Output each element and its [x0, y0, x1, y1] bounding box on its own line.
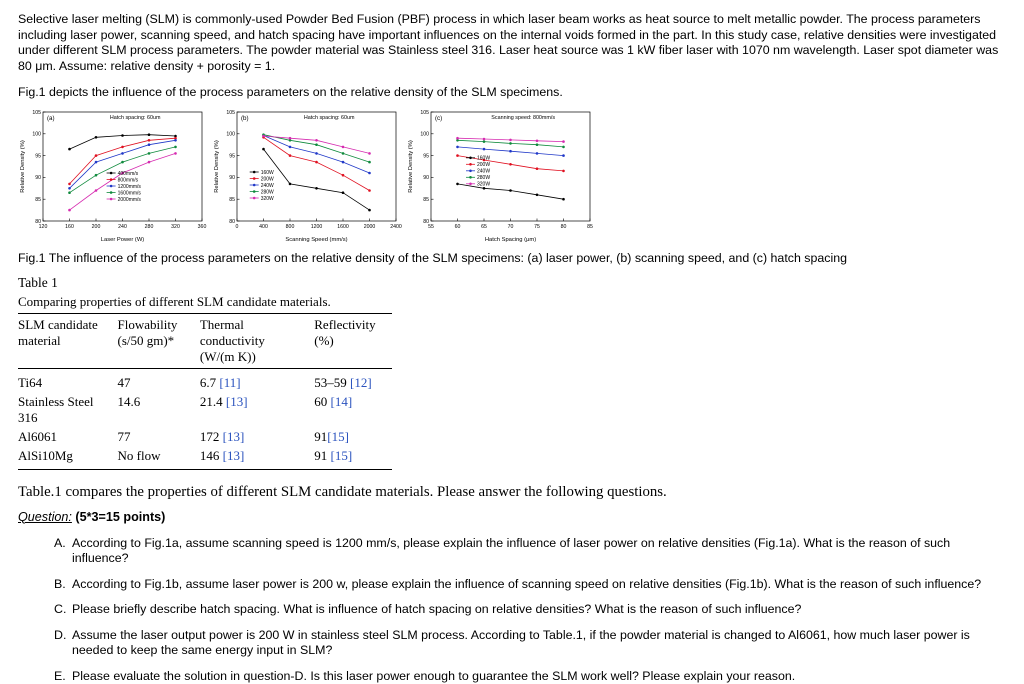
table-cell: 91 [15]: [314, 446, 392, 469]
svg-text:90: 90: [423, 175, 429, 181]
table-note: Table.1 compares the properties of different SLM candidate materials. Please answer the following questions.: [18, 484, 1008, 501]
svg-text:60: 60: [455, 224, 461, 230]
svg-text:Hatch spacing: 60um: Hatch spacing: 60um: [110, 115, 161, 121]
question-text: According to Fig.1b, assume laser power is 200 w, please explain the influence of scanning speed on relative densities (Fig.1b). What is the reason of such influence?: [72, 577, 981, 593]
question-letter: D.: [54, 628, 72, 659]
svg-text:0: 0: [236, 224, 239, 230]
table-cell: 53–59 [12]: [314, 368, 392, 392]
svg-text:Scanning Speed (mm/s): Scanning Speed (mm/s): [285, 237, 347, 243]
table-cell: 91[15]: [314, 427, 392, 446]
svg-text:105: 105: [226, 109, 235, 115]
citation-ref: [12]: [350, 375, 372, 390]
svg-text:85: 85: [229, 197, 235, 203]
table-row: [18, 392, 392, 427]
svg-text:(c): (c): [435, 115, 442, 122]
question-text: Please briefly describe hatch spacing. What is influence of hatch spacing on relative densities? What is the reason of such influence?: [72, 602, 801, 618]
svg-text:80: 80: [423, 218, 429, 224]
svg-text:360: 360: [198, 224, 207, 230]
table-header-row: [18, 313, 392, 368]
table-subtitle: Comparing properties of different SLM candidate materials.: [18, 294, 390, 310]
table-cell: 21.4 [13]: [200, 392, 314, 427]
question-item: [54, 628, 1008, 659]
svg-text:2000: 2000: [364, 224, 376, 230]
figure-intro-line: Fig.1 depicts the influence of the process parameters on the relative density of the SLM specimens.: [18, 85, 1008, 99]
table-row: [18, 427, 392, 446]
question-item: [54, 669, 1008, 684]
svg-text:95: 95: [35, 153, 41, 159]
intro-paragraph: Selective laser melting (SLM) is commonly-used Powder Bed Fusion (PBF) process in which laser beam works as heat source to melt metallic powder. The process parameters including laser power, scanning speed, and hatch spacing have important influences on the internal voids formed in the part. In this study case, relative densities were investigated under different SLM process parameters. The powder material was Stainless steel 316. Laser heat source was 1 kW fiber laser with 1070 nm wavelength. Laser spot diameter was 80 μm. Assume: relative density + porosity = 1.: [18, 12, 1012, 75]
col-header: Reflectivity (%): [314, 313, 392, 368]
svg-text:90: 90: [229, 175, 235, 181]
svg-text:120: 120: [39, 224, 48, 230]
table-cell: 146 [13]: [200, 446, 314, 469]
figure1-panel-b: [212, 103, 402, 245]
svg-text:240W: 240W: [261, 182, 274, 188]
table-row: [18, 446, 392, 469]
svg-text:80: 80: [229, 218, 235, 224]
svg-text:Hatch spacing: 60um: Hatch spacing: 60um: [304, 115, 355, 121]
svg-text:90: 90: [35, 175, 41, 181]
svg-text:100: 100: [420, 131, 429, 137]
citation-ref: [13]: [223, 429, 245, 444]
svg-text:200W: 200W: [261, 176, 274, 182]
svg-text:Hatch Spacing (μm): Hatch Spacing (μm): [485, 237, 536, 243]
question-item: [54, 577, 1008, 593]
col-header: Thermal conductivity (W/(m K)): [200, 313, 314, 368]
svg-text:2000mm/s: 2000mm/s: [118, 196, 142, 202]
svg-text:280W: 280W: [477, 175, 490, 181]
svg-text:85: 85: [423, 197, 429, 203]
svg-text:280: 280: [145, 224, 154, 230]
question-item: [54, 536, 1008, 567]
svg-text:160W: 160W: [261, 169, 274, 175]
svg-text:Laser Power (W): Laser Power (W): [101, 237, 145, 243]
svg-text:1600mm/s: 1600mm/s: [118, 190, 142, 196]
figure1-panel-c: [406, 103, 596, 245]
svg-text:(a): (a): [47, 115, 55, 122]
properties-table: [18, 313, 392, 470]
svg-text:240W: 240W: [477, 168, 490, 174]
svg-text:320W: 320W: [477, 181, 490, 187]
svg-text:160: 160: [65, 224, 74, 230]
svg-text:55: 55: [428, 224, 434, 230]
citation-ref: [14]: [331, 394, 353, 409]
svg-text:240: 240: [118, 224, 127, 230]
question-letter: C.: [54, 602, 72, 618]
citation-ref: [13]: [226, 394, 248, 409]
question-text: Assume the laser output power is 200 W in stainless steel SLM process. According to Table.1, if the powder material is changed to Al6061, how much laser power is needed to keep the same energy input in SLM?: [72, 628, 1008, 659]
figure1-panel-a: [18, 103, 208, 245]
svg-text:95: 95: [423, 153, 429, 159]
table-cell: Stainless Steel 316: [18, 392, 117, 427]
table-cell: Ti64: [18, 368, 117, 392]
table-cell: AlSi10Mg: [18, 446, 117, 469]
question-points: (5*3=15 points): [75, 510, 165, 524]
citation-ref: [13]: [223, 448, 245, 463]
svg-text:280W: 280W: [261, 189, 274, 195]
table-cell: 14.6: [117, 392, 199, 427]
svg-text:400mm/s: 400mm/s: [118, 170, 139, 176]
svg-text:85: 85: [587, 224, 593, 230]
svg-text:80: 80: [561, 224, 567, 230]
svg-text:800: 800: [286, 224, 295, 230]
question-letter: A.: [54, 536, 72, 567]
svg-text:95: 95: [229, 153, 235, 159]
svg-text:Relative Density (%): Relative Density (%): [408, 140, 414, 193]
svg-text:105: 105: [32, 109, 41, 115]
svg-text:320W: 320W: [261, 195, 274, 201]
figure1: [18, 103, 1008, 245]
svg-text:80: 80: [35, 218, 41, 224]
question-text: According to Fig.1a, assume scanning speed is 1200 mm/s, please explain the influence of laser power on relative densities (Fig.1a). What is the reason of such influence?: [72, 536, 1008, 567]
figure1-caption: Fig.1 The influence of the process parameters on the relative density of the SLM specimens: (a) laser power, (b) scanning speed, and (c) hatch spacing: [18, 251, 1008, 265]
svg-text:1200mm/s: 1200mm/s: [118, 183, 142, 189]
svg-text:Relative Density (%): Relative Density (%): [20, 140, 26, 193]
svg-text:800mm/s: 800mm/s: [118, 177, 139, 183]
svg-text:(b): (b): [241, 115, 249, 122]
svg-text:75: 75: [534, 224, 540, 230]
svg-text:65: 65: [481, 224, 487, 230]
table-cell: 6.7 [11]: [200, 368, 314, 392]
question-label: Question:: [18, 510, 72, 524]
table-cell: 47: [117, 368, 199, 392]
svg-text:2400: 2400: [390, 224, 402, 230]
question-text: Please evaluate the solution in question-D. Is this laser power enough to guarantee the SLM work well? Please explain your reason.: [72, 669, 795, 684]
svg-text:100: 100: [226, 131, 235, 137]
col-header: Flowability (s/50 gm)*: [117, 313, 199, 368]
svg-text:200: 200: [92, 224, 101, 230]
table-header: [18, 313, 392, 368]
table-row: [18, 368, 392, 392]
question-item: [54, 602, 1008, 618]
table-cell: 172 [13]: [200, 427, 314, 446]
question-heading: [18, 510, 1008, 524]
table-cell: Al6061: [18, 427, 117, 446]
col-header: SLM candidate material: [18, 313, 117, 368]
question-letter: E.: [54, 669, 72, 684]
svg-text:200W: 200W: [477, 162, 490, 168]
svg-text:400: 400: [259, 224, 268, 230]
table-title: Table 1: [18, 275, 1008, 291]
table-cell: 60 [14]: [314, 392, 392, 427]
table-body: [18, 368, 392, 469]
table-cell: 77: [117, 427, 199, 446]
question-list: [18, 536, 1008, 684]
citation-ref: [15]: [327, 429, 349, 444]
svg-text:70: 70: [508, 224, 514, 230]
svg-text:105: 105: [420, 109, 429, 115]
svg-text:85: 85: [35, 197, 41, 203]
table-cell: No flow: [117, 446, 199, 469]
svg-text:Scanning speed: 800mm/s: Scanning speed: 800mm/s: [491, 115, 555, 121]
svg-text:1200: 1200: [311, 224, 323, 230]
question-letter: B.: [54, 577, 72, 593]
svg-text:320: 320: [171, 224, 180, 230]
citation-ref: [11]: [219, 375, 240, 390]
svg-text:160W: 160W: [477, 155, 490, 161]
svg-text:100: 100: [32, 131, 41, 137]
citation-ref: [15]: [331, 448, 353, 463]
svg-text:1600: 1600: [337, 224, 349, 230]
svg-text:Relative Density (%): Relative Density (%): [214, 140, 220, 193]
